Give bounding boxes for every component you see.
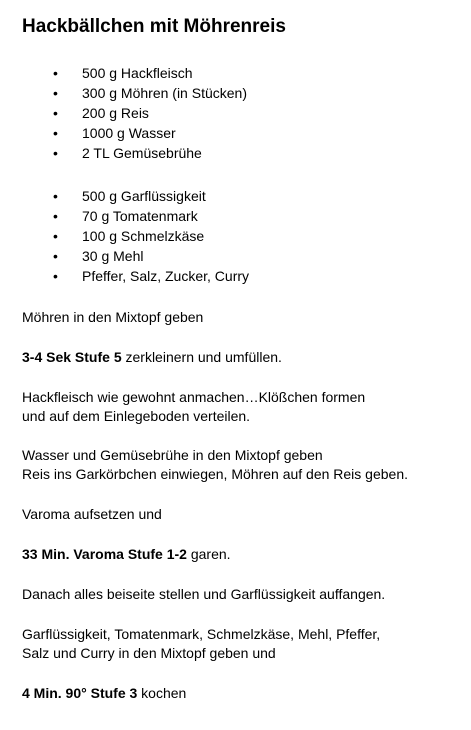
ingredient-text: 500 g Garflüssigkeit [82, 188, 206, 204]
list-item [0, 206, 249, 226]
ingredient-text: 300 g Möhren (in Stücken) [82, 85, 247, 101]
step-2-setting: 3-4 Sek Stufe 5 [22, 349, 122, 365]
step-5-text: Varoma aufsetzen und [22, 506, 162, 522]
step-6-setting: 33 Min. Varoma Stufe 1-2 [22, 546, 187, 562]
step-3 [22, 388, 365, 426]
ingredient-text: 70 g Tomatenmark [82, 208, 198, 224]
bullet-icon: • [53, 145, 58, 161]
bullet-icon: • [53, 65, 58, 81]
list-item [0, 226, 249, 246]
list-item [0, 123, 247, 143]
ingredient-text: 30 g Mehl [82, 248, 144, 264]
step-8-line-1: Garflüssigkeit, Tomatenmark, Schmelzkäse, Mehl, Pfeffer, [22, 626, 381, 642]
bullet-icon: • [53, 268, 58, 284]
step-7-text: Danach alles beiseite stellen und Garflüssigkeit auffangen. [22, 586, 386, 602]
step-8-line-2: Salz und Curry in den Mixtopf geben und [22, 645, 276, 661]
ingredient-text: Pfeffer, Salz, Zucker, Curry [82, 268, 250, 284]
ingredient-list-1 [0, 63, 247, 163]
bullet-icon: • [53, 248, 58, 264]
step-9 [22, 684, 186, 703]
recipe-title: Hackbällchen mit Möhrenreis [22, 16, 286, 37]
list-item [0, 246, 249, 266]
list-item [0, 63, 247, 83]
list-item [0, 143, 247, 163]
ingredient-text: 100 g Schmelzkäse [82, 228, 205, 244]
list-item [0, 266, 249, 286]
bullet-icon: • [53, 85, 58, 101]
bullet-icon: • [53, 125, 58, 141]
step-3-line-1: Hackfleisch wie gewohnt anmachen…Klößchen formen [22, 389, 366, 405]
step-6 [22, 545, 231, 564]
step-2 [22, 348, 282, 367]
step-9-text: kochen [137, 685, 187, 701]
ingredient-text: 200 g Reis [82, 105, 149, 121]
list-item [0, 103, 247, 123]
ingredient-list-2 [0, 186, 249, 286]
step-3-line-2: und auf dem Einlegeboden verteilen. [22, 408, 251, 424]
list-item [0, 186, 249, 206]
ingredient-text: 2 TL Gemüsebrühe [82, 145, 202, 161]
bullet-icon: • [53, 188, 58, 204]
step-4-line-1: Wasser und Gemüsebrühe in den Mixtopf geben [22, 447, 323, 463]
step-7 [22, 585, 385, 604]
list-item [0, 83, 247, 103]
step-5 [22, 505, 162, 524]
step-4-line-2: Reis ins Garkörbchen einwiegen, Möhren auf den Reis geben. [22, 466, 409, 482]
ingredient-text: 1000 g Wasser [82, 125, 176, 141]
step-1 [22, 308, 203, 327]
step-9-setting: 4 Min. 90° Stufe 3 [22, 685, 138, 701]
step-6-text: garen. [186, 546, 231, 562]
bullet-icon: • [53, 228, 58, 244]
step-8 [22, 625, 380, 663]
ingredient-text: 500 g Hackfleisch [82, 65, 193, 81]
step-2-text: zerkleinern und umfüllen. [121, 349, 282, 365]
step-1-text: Möhren in den Mixtopf geben [22, 309, 204, 325]
step-4 [22, 446, 408, 484]
bullet-icon: • [53, 105, 58, 121]
bullet-icon: • [53, 208, 58, 224]
